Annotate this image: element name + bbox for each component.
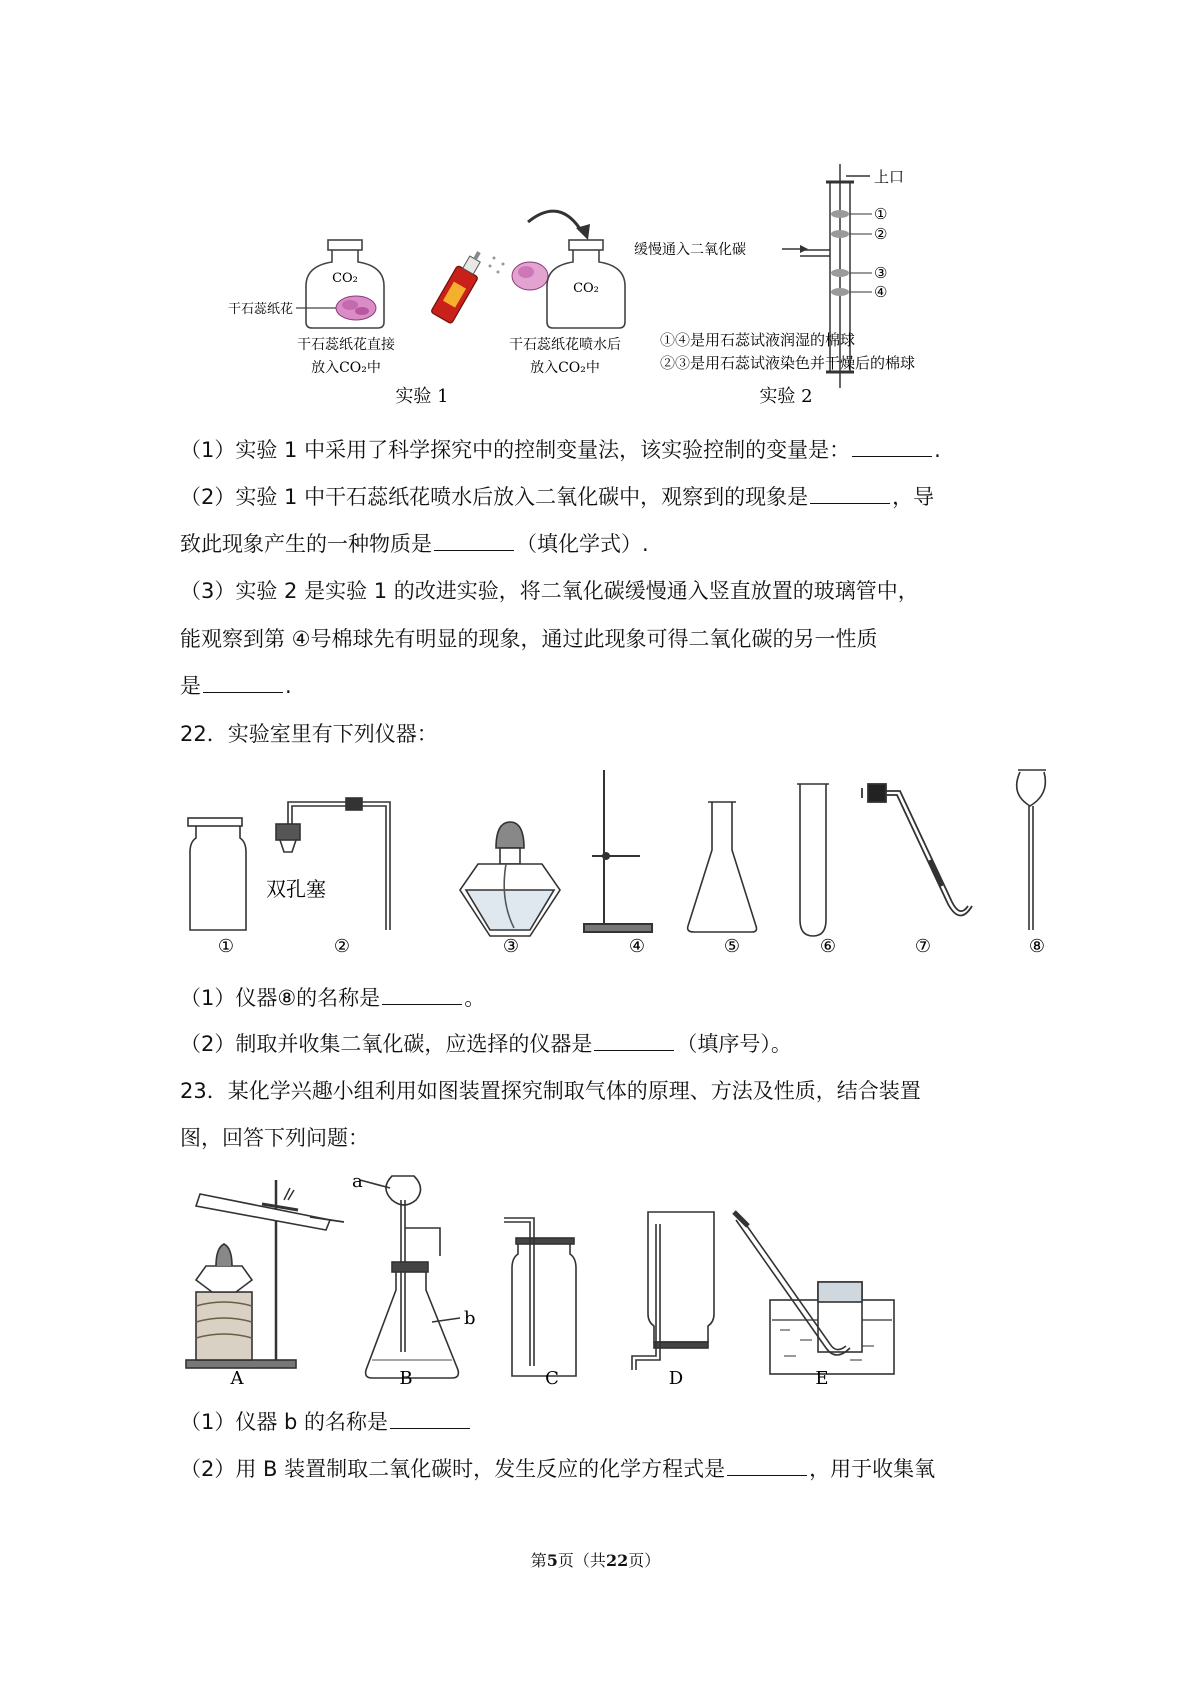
page-footer: 第5页（共22页） (530, 1551, 661, 1570)
ball-1-label: ① (874, 205, 888, 223)
note-1: ①④是用石蕊试液润湿的棉球 (660, 331, 856, 349)
apparatus-label: C (545, 1368, 559, 1389)
answer-blank[interactable] (390, 1408, 470, 1429)
wide-mouth-bottle (188, 818, 246, 930)
answer-blank[interactable] (382, 984, 462, 1005)
instrument-label: ④ (628, 936, 646, 957)
ball-2-label: ② (874, 225, 888, 243)
answer-blank[interactable] (594, 1030, 674, 1051)
apparatus-e (734, 1212, 894, 1374)
iron-stand (584, 770, 652, 932)
apparatus-a (186, 1180, 344, 1368)
instrument-labels (218, 936, 1045, 957)
q21-part3-line1: （3）实验 2 是实验 1 的改进实验，将二氧化碳缓慢通入竖直放置的玻璃管中， (180, 579, 919, 603)
apparatus-d (632, 1212, 714, 1370)
apparatus-b (360, 1176, 460, 1378)
q21-part3-line2: 能观察到第 ④号棉球先有明显的现象，通过此现象可得二氧化碳的另一性质 (180, 627, 878, 651)
apparatus-labels (230, 1368, 829, 1389)
apparatus-label: B (399, 1368, 413, 1389)
answer-blank[interactable] (203, 672, 283, 693)
q22-part2: （2）制取并收集二氧化碳，应选择的仪器是 （填序号）。 (180, 1032, 792, 1056)
answer-blank[interactable] (852, 436, 932, 457)
caption-2-line1: 干石蕊纸花喷水后 (509, 337, 621, 353)
alcohol-lamp (460, 822, 560, 936)
q21-part2-line1: （2）实验 1 中干石蕊纸花喷水后放入二氧化碳中，观察到的现象是 ，导 (180, 485, 935, 509)
spray-bottle (431, 246, 548, 324)
instrument-label: ③ (502, 936, 520, 957)
co2-label-2: CO₂ (573, 281, 599, 296)
ball-4-label: ④ (874, 283, 888, 301)
answer-blank[interactable] (727, 1455, 807, 1476)
apparatus-figure (0, 1170, 1191, 1410)
long-neck-funnel (1017, 770, 1046, 930)
apparatus-c (504, 1218, 576, 1376)
q21-part2-line2: 致此现象产生的一种物质是 （填化学式）. (180, 532, 649, 556)
total-pages: 22 (605, 1551, 629, 1570)
experiment-2-label: 实验 2 (759, 386, 813, 407)
apparatus-label: A (230, 1368, 244, 1389)
q23-part2: （2）用 B 装置制取二氧化碳时，发生反应的化学方程式是 ，用于收集氧 (180, 1457, 936, 1481)
experiment-figure (0, 0, 1191, 420)
q23-title-line1: 23．某化学兴趣小组利用如图装置探究制取气体的原理、方法及性质，结合装置 (180, 1079, 921, 1103)
instrument-label: ⑥ (819, 936, 837, 957)
two-hole-stopper (276, 798, 390, 930)
q22-part1: （1）仪器⑧的名称是 。 (180, 986, 486, 1010)
apparatus-label: D (668, 1368, 684, 1389)
page-number: 5 (546, 1551, 558, 1570)
instrument-figure (0, 760, 1191, 960)
caption-2-line2: 放入CO₂中 (530, 360, 600, 376)
conical-flask (688, 802, 757, 932)
caption-1-line2: 放入CO₂中 (311, 360, 381, 376)
apparatus-label: E (815, 1368, 829, 1389)
instrument-label: ⑤ (723, 936, 741, 957)
q21-part3-line3: 是 . (180, 674, 292, 698)
ball-pointers (850, 214, 872, 292)
label-b: b (464, 1308, 476, 1329)
label-a: a (352, 1171, 363, 1192)
move-arrow (528, 211, 582, 232)
q22-title: 22．实验室里有下列仪器： (180, 722, 438, 746)
co2-label-1: CO₂ (332, 271, 358, 286)
q23-part1: （1）仪器 b 的名称是 (180, 1406, 472, 1438)
experiment-1-label: 实验 1 (395, 386, 449, 407)
bent-tube-stopper (862, 784, 972, 916)
paper-flower-1 (336, 296, 376, 320)
answer-blank[interactable] (810, 483, 890, 504)
note-2: ②③是用石蕊试液染色并干燥后的棉球 (660, 354, 916, 372)
ball-3-label: ③ (874, 264, 888, 282)
answer-blank[interactable] (434, 530, 514, 551)
instrument-label: ① (217, 936, 235, 957)
test-tube (797, 784, 829, 936)
instrument-label: ⑧ (1028, 936, 1046, 957)
top-opening-label: 上口 (874, 168, 905, 186)
co2-inlet-label: 缓慢通入二氧化碳 (634, 242, 746, 258)
instrument-label: ② (333, 936, 351, 957)
q23-title-line2: 图，回答下列问题： (180, 1126, 369, 1150)
instrument-label: ⑦ (914, 936, 932, 957)
q21-part1: （1）实验 1 中采用了科学探究中的控制变量法，该实验控制的变量是： . (180, 438, 941, 462)
stopper-label: 双孔塞 (266, 877, 326, 901)
flower-label: 干石蕊纸花 (228, 302, 294, 317)
caption-1-line1: 干石蕊纸花直接 (297, 337, 395, 353)
